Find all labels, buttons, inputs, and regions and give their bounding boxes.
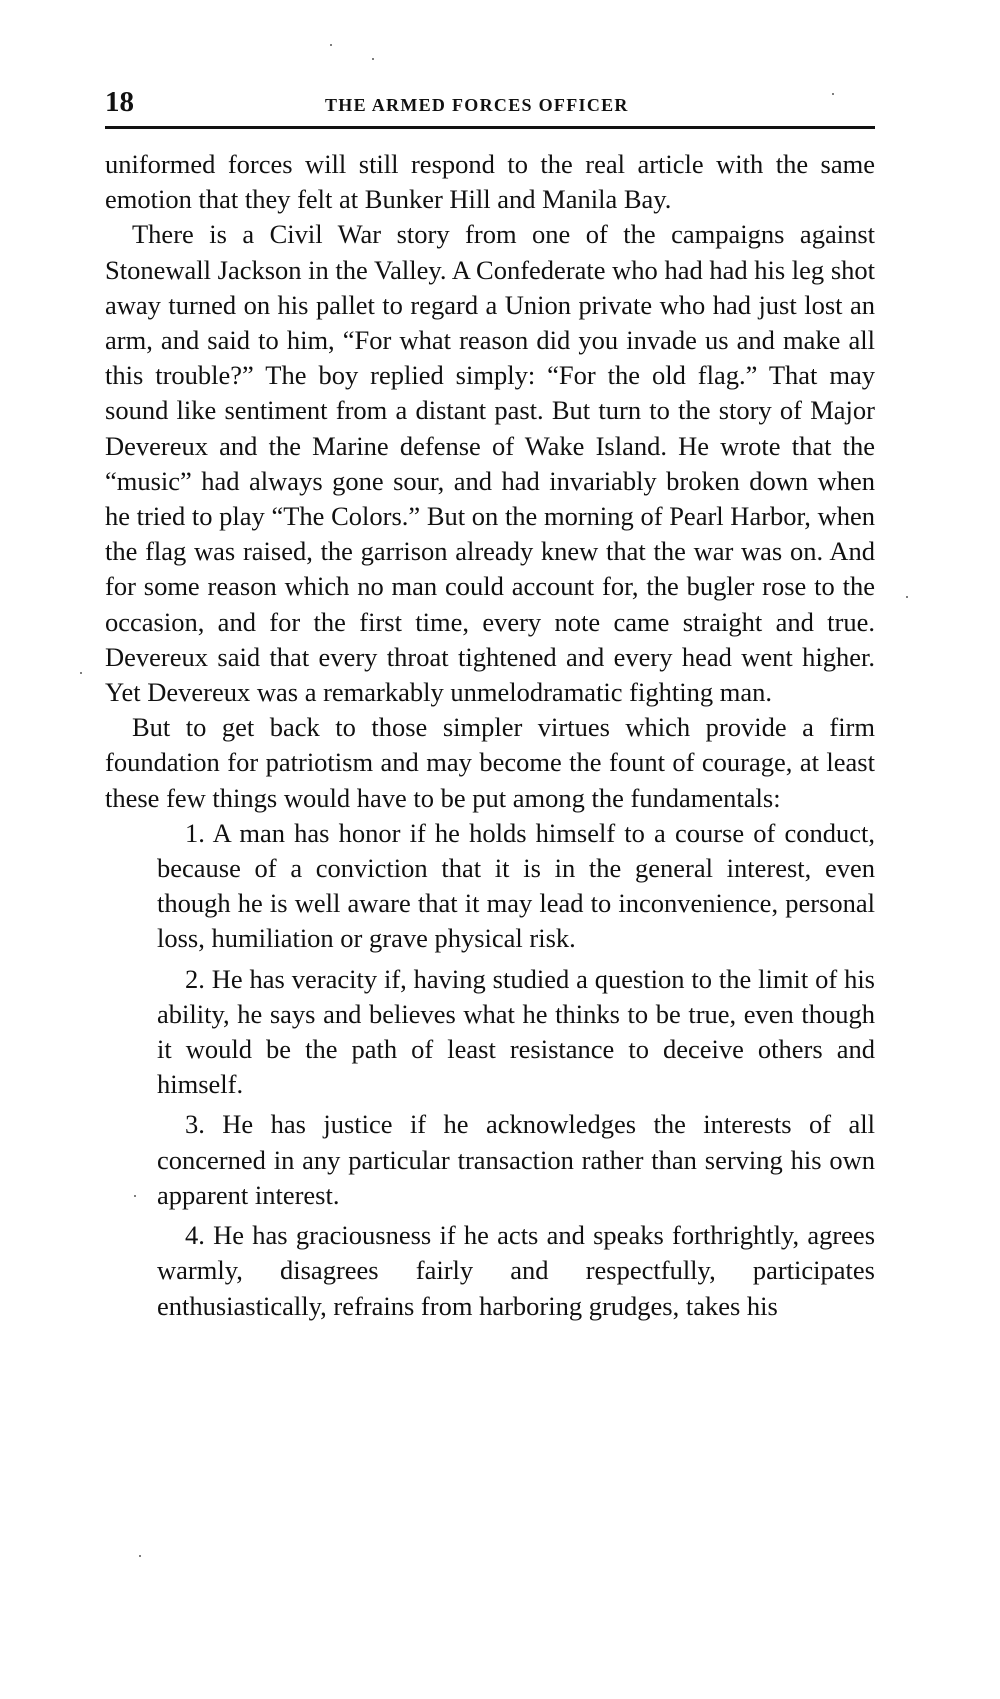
list-item-number: 4. <box>185 1220 205 1251</box>
scan-speck <box>330 44 332 46</box>
paragraph-simpler-virtues: But to get back to those simpler virtues which provide a firm foundation for patriotism and may become the fount of courage, at least these few things would have to be put among the fundamentals: <box>105 712 875 813</box>
scan-speck <box>906 596 908 598</box>
scan-speck <box>80 672 82 674</box>
list-item <box>157 1107 875 1213</box>
body-text <box>105 147 875 1324</box>
list-item <box>157 1218 875 1324</box>
list-item-number: 3. <box>185 1109 205 1140</box>
book-page <box>105 82 875 1329</box>
paragraph-civil-war-story: There is a Civil War story from one of the campaigns against Stonewall Jackson in the Valley. A Confederate who had had his leg shot away turned on his pallet to regard a Union private who had just lost an arm, and said to him, “For what reason did you invade us and make all this trouble?” The boy replied simply: “For the old flag.” That may sound like sentiment from a distant past. But turn to the story of Major Devereux and the Marine defense of Wake Island. He wrote that the “music” had always gone sour, and had invariably broken down when he tried to play “The Colors.” But on the morning of Pearl Harbor, when the flag was raised, the garrison already knew that the war was on. And for some reason which no man could account for, the bugler rose to the occasion, and for the first time, every note came straight and true. Devereux said that every throat tightened and every head went higher. Yet Devereux was a remarkably unmelodramatic fighting man. <box>105 219 875 708</box>
list-item-text: A man has honor if he holds himself to a course of conduct, because of a conviction that it is in the general interest, even though he is well aware that it may lead to inconvenience, personal loss, humiliation or grave physical risk. <box>157 817 875 954</box>
virtues-list <box>105 816 875 1324</box>
list-item-text: He has justice if he acknowledges the interests of all concerned in any particular transaction rather than serving his own apparent interest. <box>157 1109 875 1210</box>
page-header <box>105 82 875 129</box>
page-number: 18 <box>105 86 134 118</box>
scan-speck <box>139 1555 141 1557</box>
list-item-number: 2. <box>185 963 205 994</box>
scan-speck <box>372 58 374 60</box>
list-item-text: He has graciousness if he acts and speaks forthrightly, agrees warmly, disagrees fairly and respectfully, participates enthusiastically, refrains from harboring grudges, takes his <box>157 1220 876 1321</box>
running-title: THE ARMED FORCES OFFICER <box>325 95 629 115</box>
list-item-text: He has veracity if, having studied a question to the limit of his ability, he says and believes what he thinks to be true, even though it would be the path of least resistance to deceive others and himself. <box>157 963 875 1100</box>
list-item <box>157 962 875 1103</box>
list-item-number: 1. <box>185 817 205 848</box>
paragraph-continued: uniformed forces will still respond to the real article with the same emotion that they felt at Bunker Hill and Manila Bay. <box>105 149 875 215</box>
list-item <box>157 816 875 957</box>
